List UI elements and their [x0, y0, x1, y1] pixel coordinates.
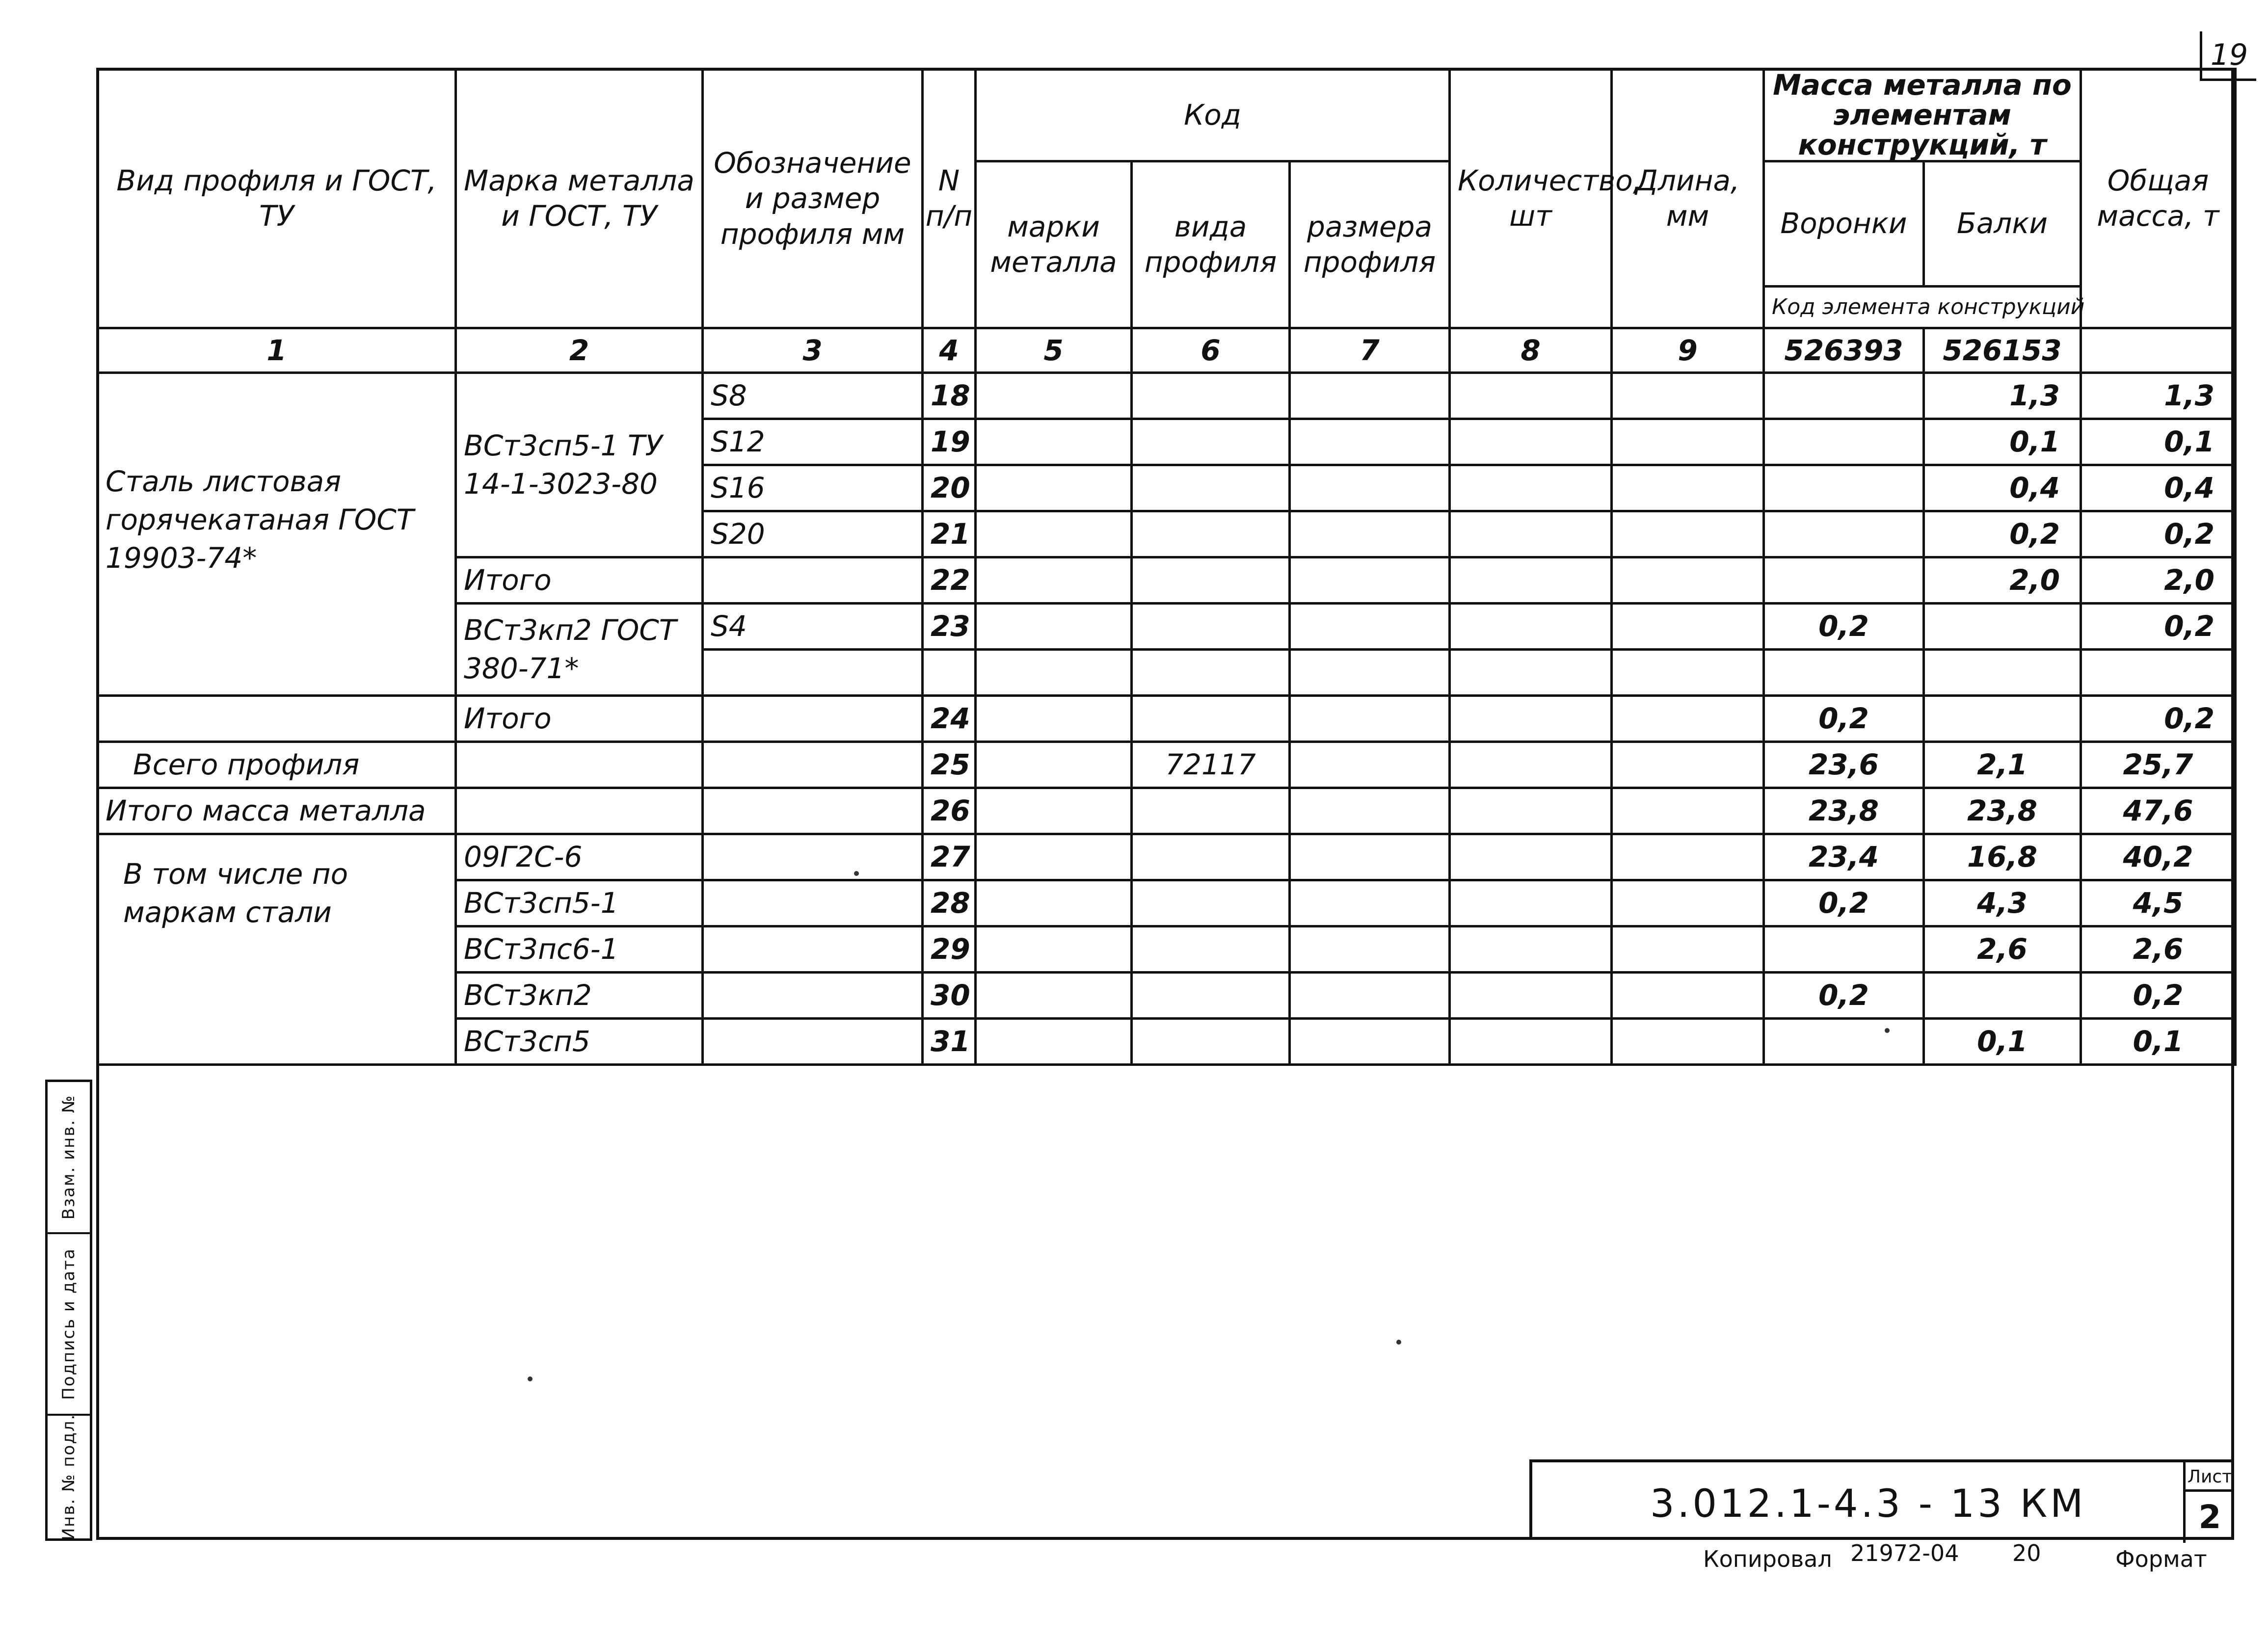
side-cell-podpis	[48, 1234, 90, 1416]
mass-total: 1,3	[2081, 372, 2236, 419]
copy-number: 21972-04	[1850, 1540, 1959, 1566]
header-steel-grade: Марка металла и ГОСТ, ТУ	[456, 69, 703, 328]
mass-total: 2,6	[2081, 926, 2236, 972]
mass-funnels	[1764, 511, 1924, 557]
sheet-label: Лист	[2183, 1462, 2234, 1492]
mass-funnels	[1764, 419, 1924, 465]
col-number-6: 6	[1132, 328, 1290, 372]
header-quantity: Количество, шт	[1450, 69, 1612, 328]
col-number-9: 9	[1612, 328, 1764, 372]
mass-funnels	[1764, 372, 1924, 419]
profile-size: S20	[703, 511, 923, 557]
table-row	[98, 372, 2236, 419]
steel-grade: ВСт3пс6-1	[456, 926, 703, 972]
side-label-podpis: Подпись и дата	[59, 1248, 79, 1400]
title-block	[1529, 1459, 2234, 1540]
subtotal-label: Итого	[456, 557, 703, 603]
side-label-inv: Инв. № подл.	[59, 1413, 79, 1541]
mass-funnels: 23,4	[1764, 834, 1924, 880]
header-profile-code: вида профиля	[1132, 161, 1290, 328]
item-number: 31	[923, 1018, 976, 1064]
item-number: 20	[923, 465, 976, 511]
profile-size: S12	[703, 419, 923, 465]
table-row	[98, 788, 2236, 834]
sheet-number: 2	[2183, 1492, 2234, 1543]
scan-dot	[854, 871, 859, 876]
col-number-2: 2	[456, 328, 703, 372]
mass-beams	[1924, 603, 2081, 649]
mass-total: 47,6	[2081, 788, 2236, 834]
steel-grade: ВСт3кп2	[456, 972, 703, 1018]
mass-funnels	[1764, 1018, 1924, 1064]
scan-dot	[528, 1376, 533, 1381]
mass-beams: 0,1	[1924, 419, 2081, 465]
steel-grade: ВСт3сп5	[456, 1018, 703, 1064]
format-label: Формат	[2115, 1546, 2207, 1572]
mass-beams: 16,8	[1924, 834, 2081, 880]
mass-funnels: 0,2	[1764, 603, 1924, 649]
mass-beams	[1924, 695, 2081, 741]
item-number: 19	[923, 419, 976, 465]
side-cell-vzam	[48, 1082, 90, 1234]
mass-funnels: 23,8	[1764, 788, 1924, 834]
item-number: 30	[923, 972, 976, 1018]
header-length: Длина, мм	[1612, 69, 1764, 328]
col-code-beams: 526153	[1924, 328, 2081, 372]
profile-size: S4	[703, 603, 923, 649]
metal-specification-table	[96, 68, 2237, 1066]
mass-funnels	[1764, 465, 1924, 511]
mass-total: 40,2	[2081, 834, 2236, 880]
mass-beams: 2,6	[1924, 926, 2081, 972]
mass-funnels: 0,2	[1764, 695, 1924, 741]
col-number-1: 1	[98, 328, 456, 372]
side-approval-stamp	[45, 1080, 92, 1541]
header-funnels: Воронки	[1764, 161, 1924, 286]
header-code-group: Код	[976, 69, 1450, 161]
header-size-code: размера профиля	[1290, 161, 1450, 328]
mass-total: 4,5	[2081, 880, 2236, 926]
mass-beams: 2,1	[1924, 741, 2081, 788]
total-metal-label: Итого масса металла	[98, 788, 456, 834]
steel-grade-a: ВСт3сп5-1 ТУ 14-1-3023-80	[456, 372, 703, 557]
corner-page-number: 19	[2200, 31, 2256, 81]
item-number: 25	[923, 741, 976, 788]
scan-dot	[1885, 1028, 1890, 1033]
by-grade-label: В том числе по маркам стали	[98, 834, 456, 1064]
mass-beams	[1924, 972, 2081, 1018]
mass-funnels: 0,2	[1764, 972, 1924, 1018]
mass-funnels	[1764, 557, 1924, 603]
table-row	[98, 834, 2236, 880]
side-cell-inv	[48, 1413, 90, 1541]
steel-grade-b: ВСт3кп2 ГОСТ 380-71*	[456, 603, 703, 695]
mass-total: 0,2	[2081, 695, 2236, 741]
header-item-number: N п/п	[923, 69, 976, 328]
col-number-3: 3	[703, 328, 923, 372]
col-number-12	[2081, 328, 2236, 372]
header-element-code: Код элемента конструкций	[1764, 286, 2081, 328]
col-code-funnels: 526393	[1764, 328, 1924, 372]
copied-label: Копировал	[1703, 1546, 1832, 1572]
item-number: 27	[923, 834, 976, 880]
page-number: 20	[2012, 1540, 2041, 1566]
item-number: 18	[923, 372, 976, 419]
header-beams: Балки	[1924, 161, 2081, 286]
col-number-7: 7	[1290, 328, 1450, 372]
mass-funnels	[1764, 926, 1924, 972]
col-number-5: 5	[976, 328, 1132, 372]
steel-grade: ВСт3сп5-1	[456, 880, 703, 926]
profile-size: S16	[703, 465, 923, 511]
mass-beams: 0,4	[1924, 465, 2081, 511]
document-code: 3.012.1-4.3 - 13 КМ	[1650, 1482, 2086, 1526]
mass-total: 0,1	[2081, 1018, 2236, 1064]
col-number-8: 8	[1450, 328, 1612, 372]
profile-type-code: 72117	[1132, 741, 1290, 788]
mass-beams: 4,3	[1924, 880, 2081, 926]
mass-beams: 0,2	[1924, 511, 2081, 557]
mass-total: 2,0	[2081, 557, 2236, 603]
table-row	[98, 695, 2236, 741]
table-row	[98, 741, 2236, 788]
mass-funnels: 0,2	[1764, 880, 1924, 926]
mass-beams: 0,1	[1924, 1018, 2081, 1064]
steel-grade: 09Г2С-6	[456, 834, 703, 880]
side-label-vzam: Взам. инв. №	[59, 1094, 79, 1220]
scan-dot	[1396, 1340, 1401, 1345]
mass-funnels: 23,6	[1764, 741, 1924, 788]
total-profile-label: Всего профиля	[98, 741, 456, 788]
profile-sheet-label: Сталь листовая горячекатаная ГОСТ 19903-74*	[98, 372, 456, 695]
item-number: 24	[923, 695, 976, 741]
item-number: 21	[923, 511, 976, 557]
mass-beams: 1,3	[1924, 372, 2081, 419]
item-number: 23	[923, 603, 976, 649]
item-number: 29	[923, 926, 976, 972]
item-number: 22	[923, 557, 976, 603]
mass-total: 0,4	[2081, 465, 2236, 511]
header-grade-code: марки металла	[976, 161, 1132, 328]
header-total-mass: Общая масса, т	[2081, 69, 2236, 328]
header-mass-group: Масса металла по элементам конструкций, т	[1764, 69, 2081, 161]
mass-total: 0,2	[2081, 511, 2236, 557]
item-number: 26	[923, 788, 976, 834]
mass-total: 0,2	[2081, 603, 2236, 649]
header-profile-type: Вид профиля и ГОСТ, ТУ	[98, 69, 456, 328]
mass-beams: 2,0	[1924, 557, 2081, 603]
header-designation: Обозначение и размер профиля мм	[703, 69, 923, 328]
item-number: 28	[923, 880, 976, 926]
subtotal-label: Итого	[456, 695, 703, 741]
mass-beams: 23,8	[1924, 788, 2081, 834]
mass-total: 0,1	[2081, 419, 2236, 465]
col-number-4: 4	[923, 328, 976, 372]
profile-size: S8	[703, 372, 923, 419]
mass-total: 25,7	[2081, 741, 2236, 788]
mass-total: 0,2	[2081, 972, 2236, 1018]
